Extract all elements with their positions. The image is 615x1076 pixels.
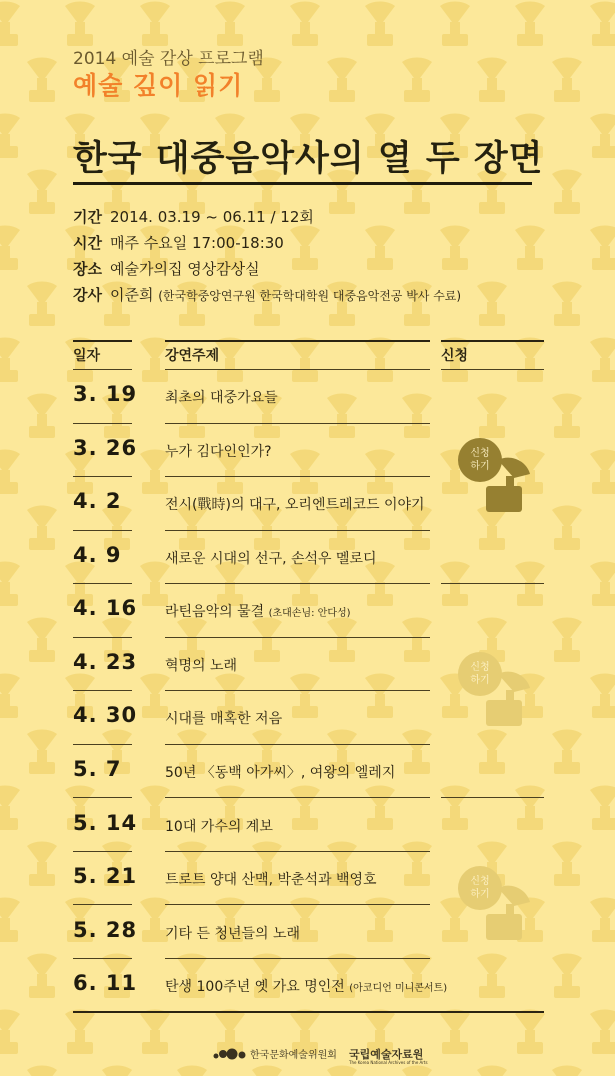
header-bottom-rule-apply bbox=[441, 369, 544, 370]
row-topic: 트로트 양대 산맥, 박춘석과 백영호 bbox=[165, 872, 377, 888]
phonograph-pattern-icon bbox=[27, 730, 57, 775]
row-rule-topic bbox=[165, 744, 430, 745]
row-date: 5. 14 bbox=[73, 811, 138, 835]
phonograph-pattern-icon bbox=[0, 226, 20, 271]
info-time-key: 시간 bbox=[73, 234, 102, 252]
phonograph-pattern-icon bbox=[365, 2, 395, 47]
info-place-key: 장소 bbox=[73, 260, 102, 278]
row-rule-topic bbox=[165, 690, 430, 691]
series-title: 예술 깊이 읽기 bbox=[73, 71, 244, 100]
phonograph-pattern-icon bbox=[177, 1066, 207, 1076]
footer-org-archives: 국립예술자료원 bbox=[349, 1048, 424, 1061]
row-rule-topic bbox=[165, 904, 430, 905]
phonograph-pattern-icon bbox=[290, 338, 320, 383]
phonograph-pattern-icon bbox=[290, 2, 320, 47]
phonograph-body-icon bbox=[486, 700, 522, 726]
row-rule-date bbox=[73, 851, 132, 852]
row-rule-topic bbox=[165, 530, 430, 531]
phonograph-pattern-icon bbox=[365, 674, 395, 719]
phonograph-pattern-icon bbox=[552, 618, 582, 663]
row-rule-date bbox=[73, 583, 132, 584]
phonograph-pattern-icon bbox=[0, 786, 20, 831]
phonograph-pattern-icon bbox=[590, 114, 615, 159]
phonograph-pattern-icon bbox=[552, 394, 582, 439]
phonograph-pattern-icon bbox=[327, 394, 357, 439]
apply-button-label-1: 신청 bbox=[470, 448, 490, 459]
info-time-value: 매주 수요일 17:00-18:30 bbox=[109, 234, 284, 252]
phonograph-pattern-icon bbox=[290, 226, 320, 271]
row-topic: 10대 가수의 계보 bbox=[165, 819, 273, 835]
info-period-key: 기간 bbox=[73, 208, 102, 226]
phonograph-pattern-icon bbox=[590, 450, 615, 495]
row-rule-date bbox=[73, 637, 132, 638]
phonograph-horn-icon bbox=[498, 886, 530, 906]
apply-button-circle bbox=[458, 652, 502, 696]
title-underline bbox=[73, 182, 532, 185]
row-topic-text: 탄생 100주년 옛 가요 명인전 bbox=[165, 979, 345, 995]
row-date: 3. 26 bbox=[73, 436, 138, 460]
phonograph-pattern-icon bbox=[440, 1010, 470, 1055]
row-rule-topic bbox=[165, 851, 430, 852]
info-period-value: 2014. 03.19 ~ 06.11 / 12회 bbox=[109, 208, 314, 226]
phonograph-pattern-icon bbox=[0, 562, 20, 607]
phonograph-pattern-icon bbox=[402, 730, 432, 775]
row-rule-topic bbox=[165, 476, 430, 477]
phonograph-pattern-icon bbox=[515, 1010, 545, 1055]
apply-button-label-2: 하기 bbox=[470, 675, 490, 686]
phonograph-pattern-icon bbox=[590, 786, 615, 831]
phonograph-pattern-icon bbox=[590, 338, 615, 383]
apply-button[interactable] bbox=[450, 430, 540, 516]
phonograph-pattern-icon bbox=[27, 58, 57, 103]
phonograph-pattern-icon bbox=[590, 674, 615, 719]
row-rule-topic bbox=[165, 637, 430, 638]
phonograph-pattern-icon bbox=[552, 1066, 582, 1076]
phonograph-pattern-icon bbox=[27, 954, 57, 999]
phonograph-pattern-icon bbox=[440, 226, 470, 271]
page-title: 한국 대중음악사의 열 두 장면 bbox=[73, 139, 544, 179]
info-period bbox=[73, 206, 314, 227]
phonograph-pattern-icon bbox=[327, 1066, 357, 1076]
phonograph-pattern-icon bbox=[402, 58, 432, 103]
row-rule-date bbox=[73, 530, 132, 531]
phonograph-pattern-icon bbox=[290, 450, 320, 495]
phonograph-pattern-icon bbox=[477, 58, 507, 103]
apply-group-rule-2 bbox=[441, 797, 544, 798]
arko-logo-icon bbox=[213, 1047, 247, 1061]
phonograph-pattern-icon bbox=[215, 2, 245, 47]
row-date: 5. 28 bbox=[73, 918, 138, 942]
phonograph-pattern-icon bbox=[27, 842, 57, 887]
row-date: 4. 23 bbox=[73, 650, 138, 674]
phonograph-horn-icon bbox=[498, 672, 530, 692]
row-rule-date bbox=[73, 690, 132, 691]
phonograph-pattern-icon bbox=[27, 1066, 57, 1076]
phonograph-pattern-icon bbox=[515, 786, 545, 831]
info-lecturer-value: 이준희 bbox=[109, 286, 154, 304]
phonograph-arm-icon bbox=[506, 904, 514, 914]
phonograph-pattern-icon bbox=[440, 786, 470, 831]
phonograph-pattern-icon bbox=[27, 506, 57, 551]
row-date: 4. 30 bbox=[73, 703, 138, 727]
row-rule-date bbox=[73, 904, 132, 905]
row-rule-topic bbox=[165, 423, 430, 424]
phonograph-pattern-icon bbox=[440, 2, 470, 47]
row-date: 5. 7 bbox=[73, 757, 122, 781]
phonograph-pattern-icon bbox=[477, 1066, 507, 1076]
row-date: 6. 11 bbox=[73, 971, 138, 995]
row-topic bbox=[165, 976, 447, 996]
footer-org-archives-sub: The Korea National Archives of the Arts bbox=[349, 1060, 428, 1065]
phonograph-arm-icon bbox=[506, 690, 514, 700]
row-topic-note: (초대손님: 안다성) bbox=[268, 608, 351, 619]
phonograph-pattern-icon bbox=[552, 954, 582, 999]
header-bottom-rule-topic bbox=[165, 369, 430, 370]
program-subtitle: 2014 예술 감상 프로그램 bbox=[73, 49, 264, 69]
info-lecturer-note: (한국학중앙연구원 한국학대학원 대중음악전공 박사 수료) bbox=[158, 289, 462, 303]
phonograph-pattern-icon bbox=[140, 1010, 170, 1055]
row-rule-topic bbox=[165, 583, 430, 584]
info-lecturer-key: 강사 bbox=[73, 286, 102, 304]
info-lecturer bbox=[73, 284, 461, 305]
footer-org-arko: 한국문화예술위원회 bbox=[250, 1050, 337, 1061]
phonograph-pattern-icon bbox=[402, 1066, 432, 1076]
apply-button-circle bbox=[458, 866, 502, 910]
row-date: 3. 19 bbox=[73, 382, 138, 406]
phonograph-pattern-icon bbox=[515, 2, 545, 47]
row-rule-topic bbox=[165, 797, 430, 798]
phonograph-pattern-icon bbox=[27, 618, 57, 663]
column-header-date: 일자 bbox=[73, 348, 101, 364]
row-rule-date bbox=[73, 476, 132, 477]
row-rule-date bbox=[73, 423, 132, 424]
phonograph-pattern-icon bbox=[590, 898, 615, 943]
phonograph-pattern-icon bbox=[552, 730, 582, 775]
row-topic: 시대를 매혹한 저음 bbox=[165, 711, 283, 727]
phonograph-pattern-icon bbox=[402, 394, 432, 439]
phonograph-pattern-icon bbox=[365, 226, 395, 271]
column-header-topic: 강연주제 bbox=[165, 348, 220, 364]
row-date: 5. 21 bbox=[73, 864, 138, 888]
row-date: 4. 9 bbox=[73, 543, 122, 567]
phonograph-pattern-icon bbox=[365, 786, 395, 831]
apply-button[interactable] bbox=[450, 858, 540, 944]
phonograph-pattern-icon bbox=[215, 338, 245, 383]
row-topic: 누가 김다인인가? bbox=[165, 444, 272, 460]
phonograph-pattern-icon bbox=[0, 114, 20, 159]
phonograph-pattern-icon bbox=[590, 2, 615, 47]
phonograph-pattern-icon bbox=[102, 1066, 132, 1076]
phonograph-pattern-icon bbox=[327, 618, 357, 663]
phonograph-pattern-icon bbox=[65, 1010, 95, 1055]
phonograph-pattern-icon bbox=[515, 226, 545, 271]
row-topic: 전시(戰時)의 대구, 오리엔트레코드 이야기 bbox=[165, 497, 425, 513]
phonograph-pattern-icon bbox=[365, 450, 395, 495]
table-bottom-rule bbox=[73, 1011, 544, 1013]
phonograph-pattern-icon bbox=[290, 786, 320, 831]
info-place-value: 예술가의집 영상감상실 bbox=[109, 260, 260, 278]
phonograph-pattern-icon bbox=[552, 58, 582, 103]
row-rule-date bbox=[73, 797, 132, 798]
row-topic bbox=[165, 601, 351, 621]
phonograph-body-icon bbox=[486, 486, 522, 512]
phonograph-pattern-icon bbox=[327, 58, 357, 103]
phonograph-pattern-icon bbox=[27, 282, 57, 327]
phonograph-pattern-icon bbox=[252, 1066, 282, 1076]
row-topic: 최초의 대중가요들 bbox=[165, 390, 278, 406]
phonograph-pattern-icon bbox=[477, 954, 507, 999]
apply-group-rule-1 bbox=[441, 583, 544, 584]
phonograph-pattern-icon bbox=[552, 170, 582, 215]
phonograph-pattern-icon bbox=[290, 674, 320, 719]
row-date: 4. 16 bbox=[73, 596, 138, 620]
row-topic-note: (아코디언 미니콘서트) bbox=[349, 983, 448, 994]
phonograph-pattern-icon bbox=[140, 2, 170, 47]
phonograph-pattern-icon bbox=[477, 730, 507, 775]
phonograph-pattern-icon bbox=[0, 338, 20, 383]
phonograph-pattern-icon bbox=[590, 562, 615, 607]
header-rule-topic bbox=[165, 340, 430, 342]
row-topic: 새로운 시대의 선구, 손석우 멜로디 bbox=[165, 551, 377, 567]
phonograph-pattern-icon bbox=[0, 2, 20, 47]
header-rule-date bbox=[73, 340, 132, 342]
phonograph-pattern-icon bbox=[590, 1010, 615, 1055]
row-topic: 50년 〈동백 아가씨〉, 여왕의 엘레지 bbox=[165, 765, 396, 781]
apply-button[interactable] bbox=[450, 644, 540, 730]
header-rule-apply bbox=[441, 340, 544, 342]
row-date: 4. 2 bbox=[73, 489, 122, 513]
apply-button-label-1: 신청 bbox=[470, 662, 490, 673]
phonograph-pattern-icon bbox=[590, 226, 615, 271]
phonograph-pattern-icon bbox=[402, 618, 432, 663]
row-rule-date bbox=[73, 744, 132, 745]
info-time bbox=[73, 232, 284, 253]
apply-button-circle bbox=[458, 438, 502, 482]
apply-button-label-2: 하기 bbox=[470, 461, 490, 472]
phonograph-pattern-icon bbox=[552, 842, 582, 887]
apply-button-label-1: 신청 bbox=[470, 876, 490, 887]
phonograph-pattern-icon bbox=[0, 1010, 20, 1055]
phonograph-pattern-icon bbox=[0, 674, 20, 719]
phonograph-pattern-icon bbox=[0, 450, 20, 495]
row-topic: 혁명의 노래 bbox=[165, 658, 238, 674]
phonograph-horn-icon bbox=[498, 458, 530, 478]
phonograph-pattern-icon bbox=[65, 2, 95, 47]
row-rule-date bbox=[73, 958, 132, 959]
phonograph-arm-icon bbox=[506, 476, 514, 486]
header-bottom-rule-date bbox=[73, 369, 132, 370]
phonograph-pattern-icon bbox=[552, 506, 582, 551]
row-rule-topic bbox=[165, 958, 430, 959]
phonograph-pattern-icon bbox=[27, 170, 57, 215]
phonograph-body-icon bbox=[486, 914, 522, 940]
row-topic: 기타 든 청년들의 노래 bbox=[165, 926, 301, 942]
phonograph-pattern-icon bbox=[515, 338, 545, 383]
phonograph-pattern-icon bbox=[402, 842, 432, 887]
row-topic-text: 라틴음악의 물결 bbox=[165, 604, 265, 620]
info-place bbox=[73, 258, 260, 279]
apply-button-label-2: 하기 bbox=[470, 889, 490, 900]
phonograph-pattern-icon bbox=[0, 898, 20, 943]
phonograph-pattern-icon bbox=[477, 282, 507, 327]
phonograph-pattern-icon bbox=[27, 394, 57, 439]
phonograph-pattern-icon bbox=[252, 618, 282, 663]
phonograph-pattern-icon bbox=[365, 338, 395, 383]
phonograph-pattern-icon bbox=[552, 282, 582, 327]
column-header-apply: 신청 bbox=[441, 348, 469, 364]
